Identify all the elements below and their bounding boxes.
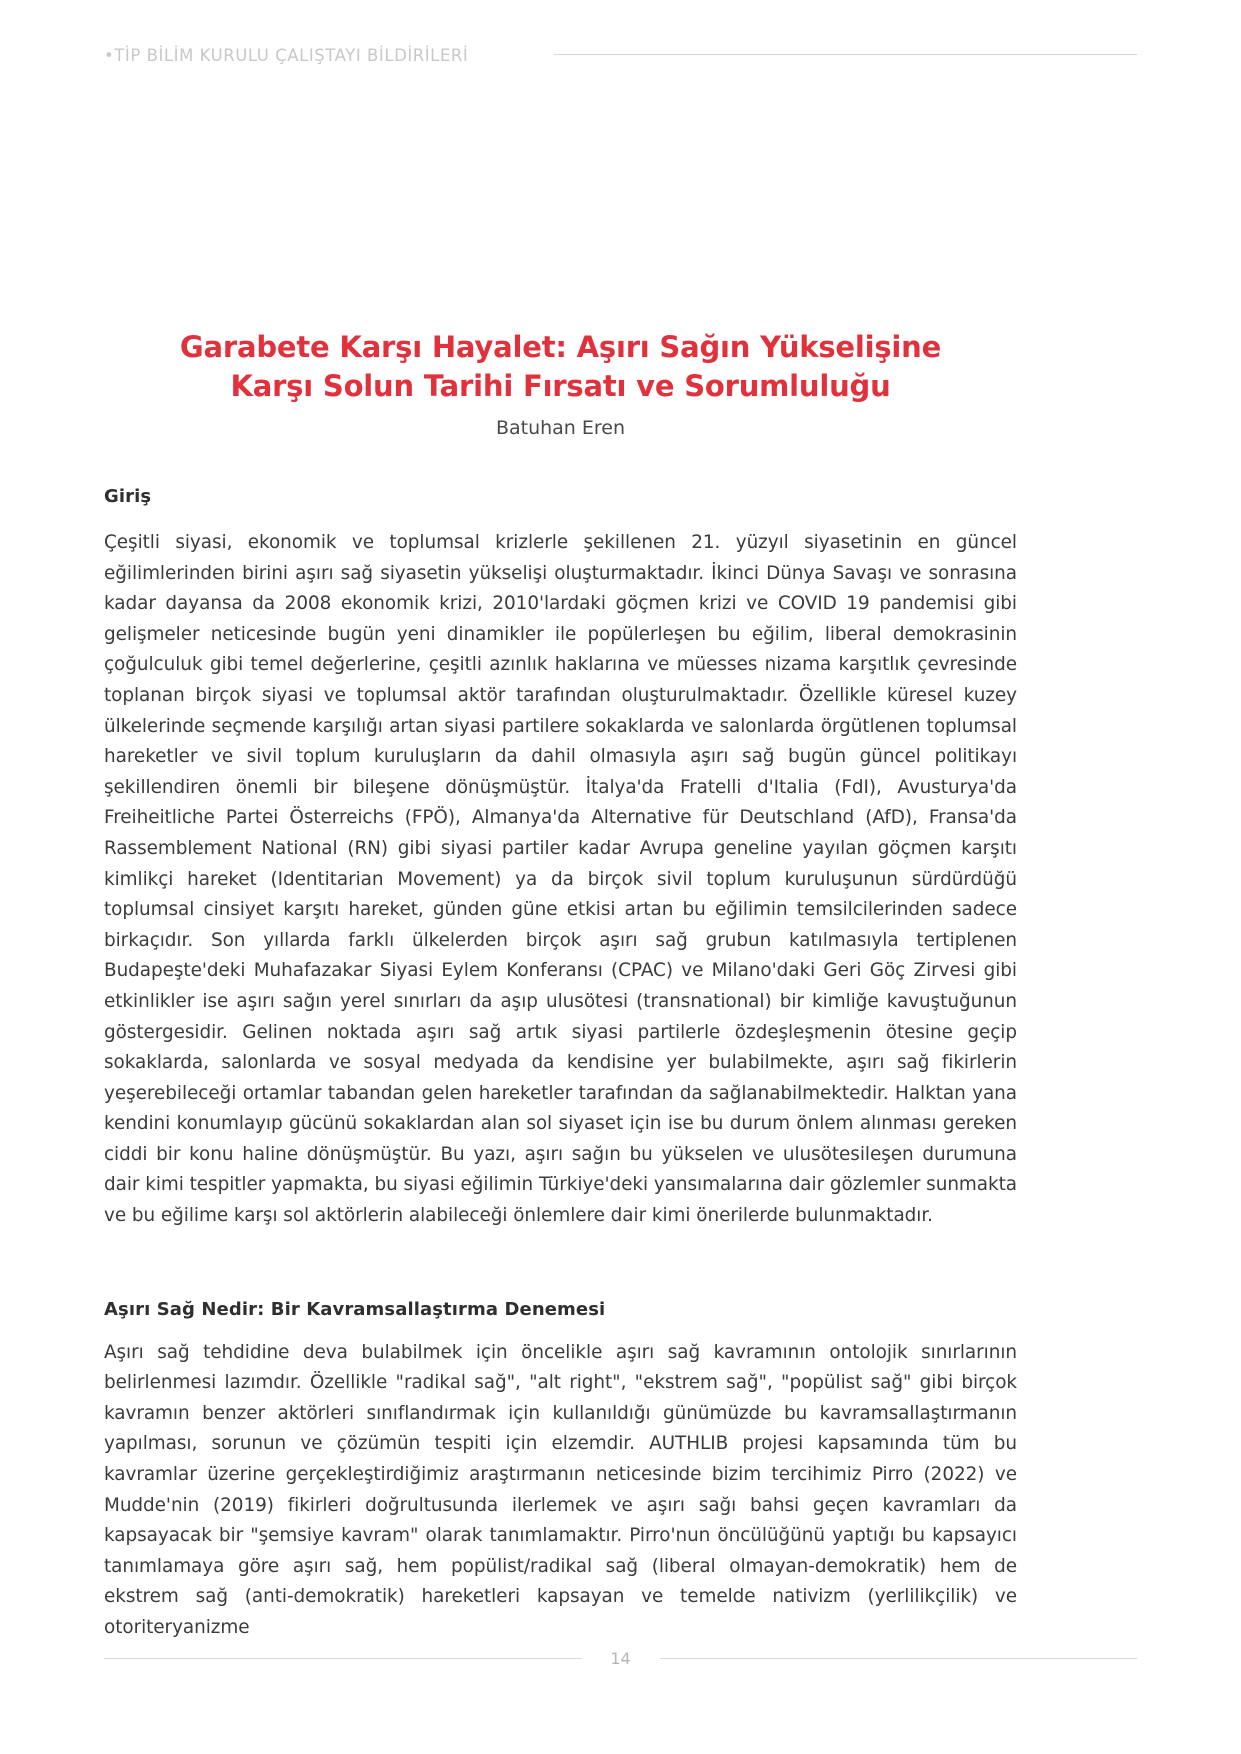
footer-rule-right (660, 1658, 1138, 1659)
title-block (104, 328, 1017, 441)
page-title: Garabete Karşı Hayalet: Aşırı Sağın Yükselişine Karşı Solun Tarihi Fırsatı ve Sorumluluğu (179, 330, 942, 403)
content-column (104, 0, 1017, 1644)
section-paragraph-giris: Çeşitli siyasi, ekonomik ve toplumsal krizlerle şekillenen 21. yüzyıl siyasetinin en güncel eğilimlerinden birini aşırı sağ siyasetin yükselişi oluşturmaktadır. İkinci Dünya Savaşı ve sonrasına kadar dayansa da 2008 ekonomik krizi, 2010'lardaki göçmen krizi ve COVID 19 pandemisi gibi gelişmeler neticesinde bugün yeni dinamikler ile popülerleşen bu eğilim, liberal demokrasinin çoğulculuk gibi temel değerlerine, çeşitli azınlık haklarına ve müesses nizama karşıtlık çevresinde toplanan birçok siyasi ve toplumsal aktör tarafından oluşturulmaktadır. Özellikle küresel kuzey ülkelerinde seçmende karşılığı artan siyasi partilere sokaklarda ve salonlarda örgütlenen toplumsal hareketler ve sivil toplum kuruluşların da dahil olmasıyla aşırı sağ bugün güncel politikayı şekillendiren önemli bir bileşene dönüşmüştür. İtalya'da Fratelli d'Italia (FdI), Avusturya'da Freiheitliche Partei Österreichs (FPÖ), Almanya'da Alternative für Deutschland (AfD), Fransa'da Rassemblement National (RN) gibi siyasi partiler kadar Avrupa geneline yayılan göçmen karşıtı kimlikçi hareket (Identitarian Movement) ya da birçok sivil toplum kuruluşunun sürdürdüğü toplumsal cinsiyet karşıtı hareket, günden güne etkisi artan bu eğilimin temsilcilerinden sadece birkaçıdır. Son yıllarda farklı ülkelerden birçok aşırı sağ grubun katılmasıyla tertiplenen Budapeşte'deki Muhafazakar Siyasi Eylem Konferansı (CPAC) ve Milano'daki Geri Göç Zirvesi gibi etkinlikler ise aşırı sağın yerel sınırları da aşıp ulusötesi (transnational) bir kimliğe kavuştuğunun göstergesidir. Gelinen noktada aşırı sağ artık siyasi partilerle özdeşleşmenin ötesine geçip sokaklarda, salonlarda ve sosyal medyada da kendisine yer bulabilmekte, aşırı sağ fikirlerin yeşerebileceği ortamlar tabandan gelen hareketler tarafından da sağlanabilmektedir. Halktan yana kendini konumlayıp gücünü sokaklardan alan sol siyaset için ise bu durum önlem alınması gereken ciddi bir konu haline dönüşmüştür. Bu yazı, aşırı sağın bu yükselen ve ulusötesileşen durumuna dair kimi tespitler yapmakta, bu siyasi eğilimin Türkiye'deki yansımalarına dair gözlemler sunmakta ve bu eğilime karşı sol aktörlerin alabileceği önlemlere dair kimi önerilerde bulunmaktadır. (104, 532, 1017, 1227)
page-footer (104, 1649, 1137, 1668)
running-header-bullet: • (104, 45, 115, 65)
page-number: 14 (610, 1649, 631, 1668)
section-heading-asiri-sag-nedir: Aşırı Sağ Nedir: Bir Kavramsallaştırma Denemesi (104, 1298, 606, 1320)
section-paragraph-asiri-sag-nedir: Aşırı sağ tehdidine deva bulabilmek için öncelikle aşırı sağ kavramının ontolojik sınırlarının belirlenmesi lazımdır. Özellikle "radikal sağ", "alt right", "ekstrem sağ", "popülist sağ" gibi birçok kavramın benzer aktörleri sınıflandırmak için kullanıldığı günümüzde bu kavramsallaştırmanın yapılması, sorunun ve çözümün tespiti için elzemdir. AUTHLIB projesi kapsamında tüm bu kavramlar üzerine gerçekleştirdiğimiz araştırmanın neticesinde bizim tercihimiz Pirro (2022) ve Mudde'nin (2019) fikirleri doğrultusunda ilerlemek ve aşırı sağı bahsi geçen kavramları da kapsayacak bir "şemsiye kavram" olarak tanımlamaktır. Pirro'nun öncülüğünü yaptığı bu kapsayıcı tanımlamaya göre aşırı sağ, hem popülist/radikal sağ (liberal olmayan-demokratik) hem de ekstrem sağ (anti-demokratik) hareketleri kapsayan ve temelde nativizm (yerlilikçilik) ve otoriteryanizme (104, 1341, 1017, 1638)
footer-rule-left (104, 1658, 582, 1659)
section-heading-giris: Giriş (104, 486, 152, 507)
running-header-title: TİP BİLİM KURULU ÇALIŞTAYI BİLDİRİLERİ (114, 45, 469, 65)
author-name: Batuhan Eren (495, 417, 626, 439)
